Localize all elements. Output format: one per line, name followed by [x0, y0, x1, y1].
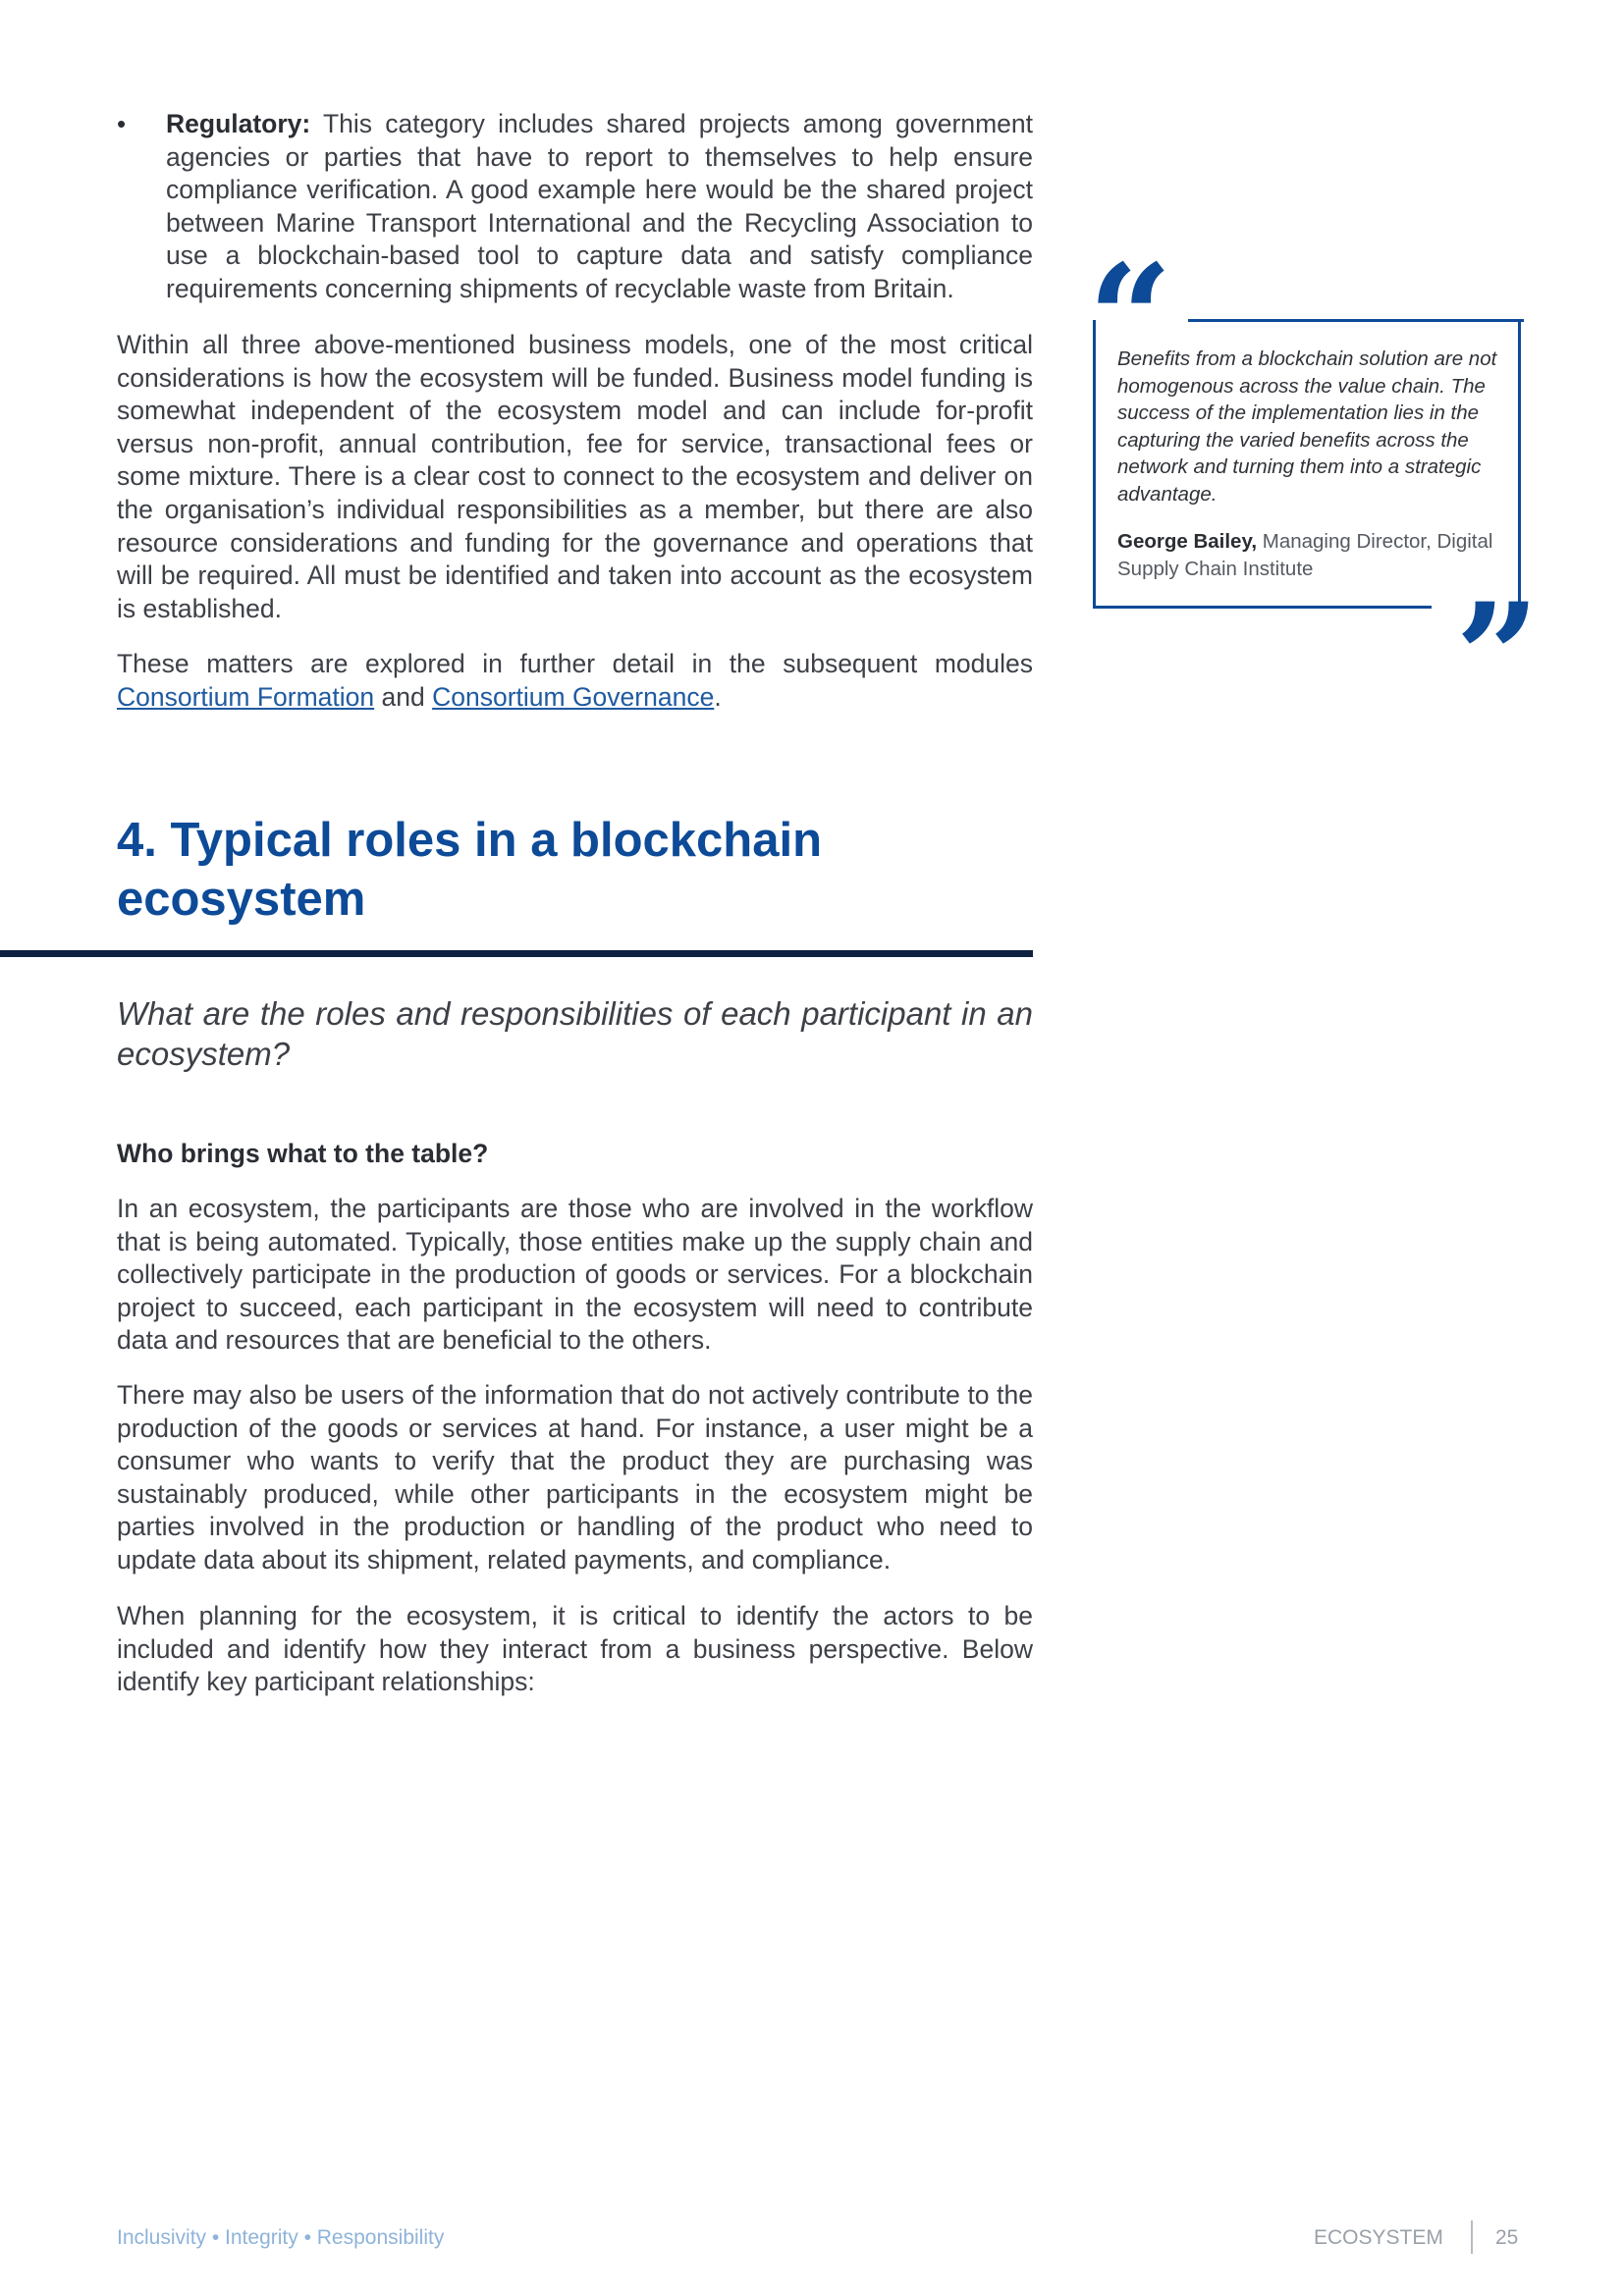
section-divider — [0, 950, 1033, 957]
bullet-label: Regulatory: — [166, 109, 311, 138]
body-paragraph-2: There may also be users of the information that do not actively contribute to the production of the goods or services at hand. For instance, a user might be a consumer who wants to verify that the product they are purchasing was sustainably produced, while other participants in the ecosystem might be parties involved in the production or handling of the product who need to update data about its shipment, related payments, and compliance. — [117, 1380, 1033, 1575]
body-paragraph-3: When planning for the ecosystem, it is critical to identify the actors to be included and identify how they interact from a business perspective. Below identify key participant relationships: — [117, 1601, 1033, 1697]
section-question: What are the roles and responsibilities of each participant in an ecosystem? — [117, 995, 1033, 1072]
body-paragraph-1: In an ecosystem, the participants are those who are involved in the workflow that is being automated. Typically, those entities make up the supply chain and collectively participate in the production of goods or services. For a blockchain project to succeed, each participant in the ecosystem will need to contribute data and resources that are beneficial to the others. — [117, 1194, 1033, 1356]
subheading: Who brings what to the table? — [117, 1139, 489, 1168]
pull-quote-attribution — [1117, 528, 1510, 582]
quote-author: George Bailey, — [1117, 530, 1258, 553]
pull-quote-top-border — [1188, 319, 1524, 322]
footer-tagline: Inclusivity • Integrity • Responsibility — [117, 2226, 445, 2249]
open-quote-icon: “ — [1088, 233, 1173, 405]
section-title: 4. Typical roles in a blockchain ecosystem — [117, 814, 823, 926]
bullet-dot: • — [117, 109, 127, 138]
modules-section — [117, 648, 1033, 714]
bullet-text — [166, 108, 1033, 306]
bullet-item-regulatory — [117, 108, 1033, 306]
funding-section — [117, 329, 1033, 625]
modules-text-middle: and — [374, 681, 433, 712]
close-quote-icon: ” — [1455, 571, 1541, 744]
funding-paragraph: Within all three above-mentioned business models, one of the most critical considerations is how the ecosystem will be funded. Business model funding is somewhat independent of the ecosystem model and can include for-profit versus non-profit, annual contribution, fee for service, transactional fees or some mixture. There is a clear cost to connect to the ecosystem and deliver on the organisation’s individual responsibilities as a member, but there are also resource considerations and funding for the governance and operations that will be required. All must be identified and taken into account as the ecosystem is established. — [117, 330, 1033, 623]
modules-text-after: . — [714, 681, 722, 712]
footer-separator — [1471, 2220, 1473, 2254]
consortium-formation-link[interactable]: Consortium Formation — [117, 681, 375, 712]
modules-text-before: These matters are explored in further detail in the subsequent modules — [117, 649, 1033, 678]
page-number: 25 — [1495, 2226, 1519, 2249]
consortium-governance-link[interactable]: Consortium Governance — [432, 681, 715, 712]
quote-role: Managing Director, Digital Supply Chain Institute — [1117, 530, 1493, 580]
pull-quote-text: Benefits from a blockchain solution are not homogenous across the value chain. The success of the implementation lies in the capturing the varied benefits across the network and turning them into a strategic advantage. — [1117, 347, 1497, 506]
bullet-body: This category includes shared projects among government agencies or parties that have to report to themselves to help ensure compliance verification. A good example here would be the shared project between Marine Transport International and the Recycling Association to use a blockchain-based tool to capture data and satisfy compliance requirements concerning shipments of recyclable waste from Britain. — [166, 109, 1033, 303]
footer-section-name: ECOSYSTEM — [1314, 2226, 1443, 2249]
pull-quote-bottom-border — [1093, 606, 1432, 609]
modules-paragraph — [117, 648, 1033, 714]
